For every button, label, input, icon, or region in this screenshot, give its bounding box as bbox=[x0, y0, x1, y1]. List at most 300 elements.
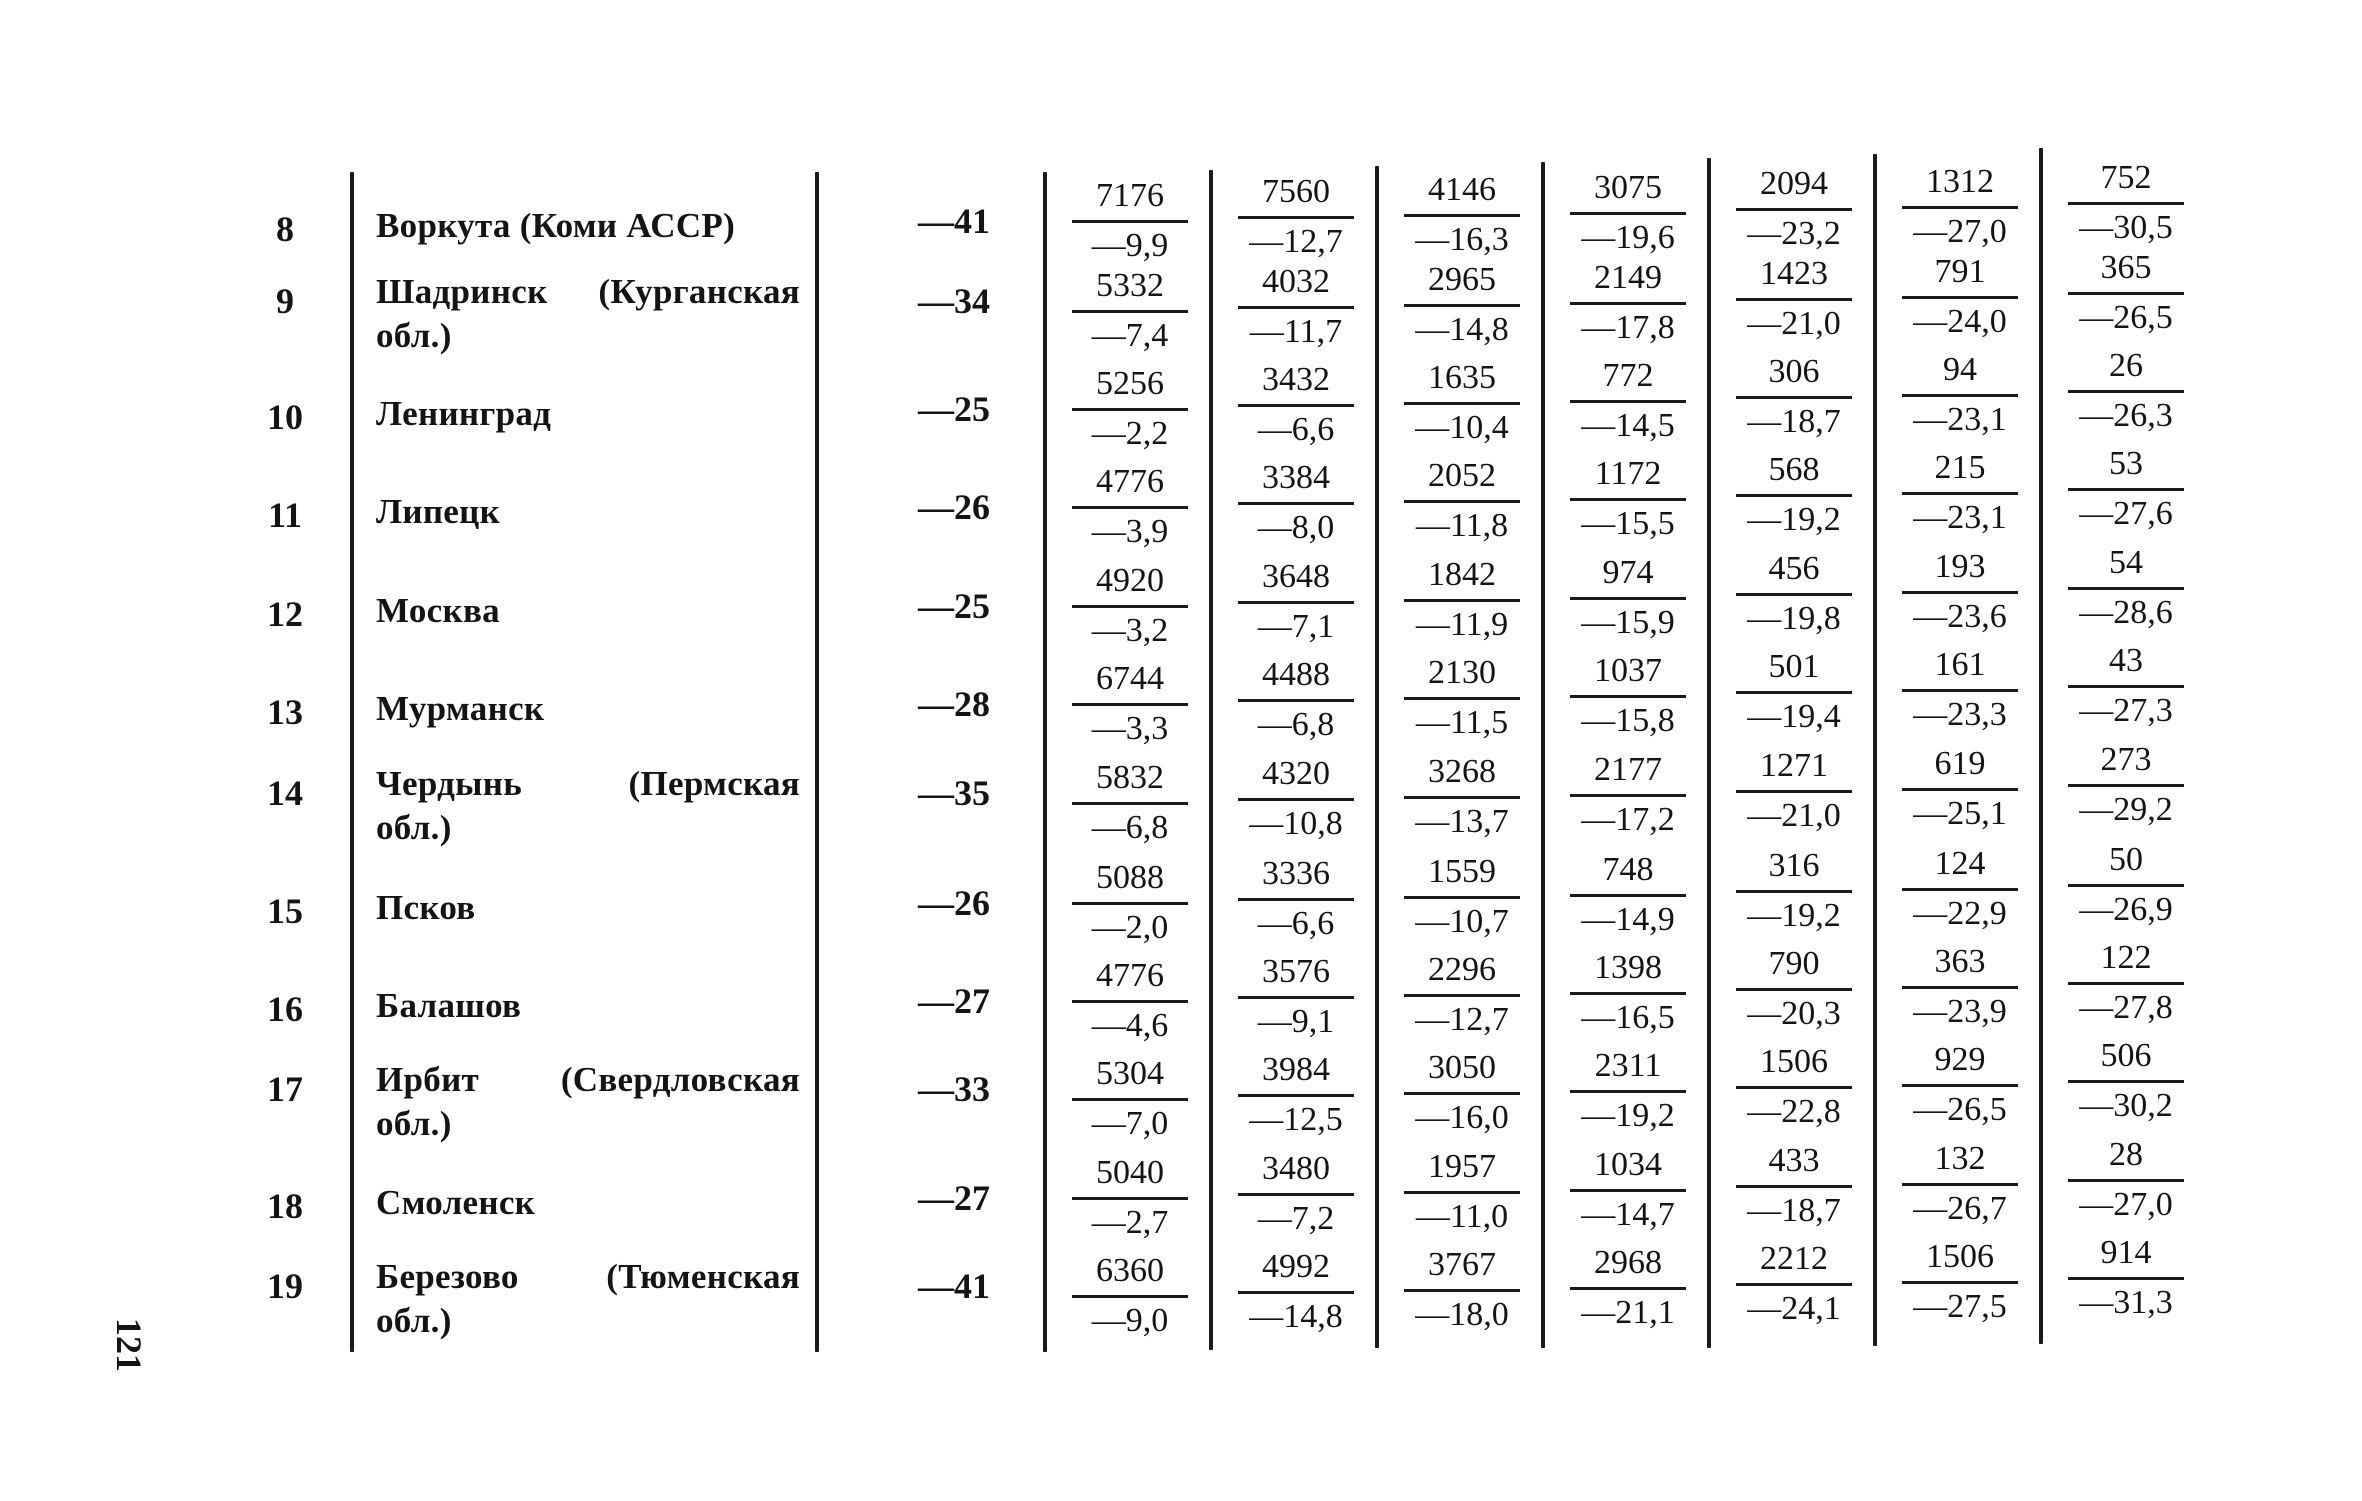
denominator-value: —7,4 bbox=[1091, 317, 1169, 354]
design-temperature: —41 bbox=[918, 1266, 990, 1306]
degree-day-cell bbox=[2064, 1233, 2188, 1323]
row-number: 11 bbox=[267, 495, 302, 535]
numerator-value: 2296 bbox=[1404, 950, 1520, 997]
denominator-value: —15,9 bbox=[1581, 604, 1675, 641]
denominator-value: —27,3 bbox=[2079, 692, 2173, 729]
degree-day-cell bbox=[2064, 1036, 2188, 1126]
degree-day-cell bbox=[1400, 1245, 1524, 1335]
numerator-value: 122 bbox=[2068, 938, 2184, 985]
denominator-value: —23,3 bbox=[1913, 696, 2007, 733]
row-number: 16 bbox=[267, 989, 303, 1029]
numerator-value: 94 bbox=[1902, 350, 2018, 397]
denominator-value: —29,2 bbox=[2079, 791, 2173, 828]
numerator-value: 929 bbox=[1902, 1040, 2018, 1087]
numerator-value: 2311 bbox=[1570, 1046, 1686, 1093]
station-name-line: Мурманск bbox=[376, 689, 545, 728]
row-number: 12 bbox=[267, 594, 303, 634]
numerator-value: 5088 bbox=[1072, 858, 1188, 905]
degree-day-cell bbox=[1732, 450, 1856, 540]
degree-day-cell bbox=[1732, 164, 1856, 254]
degree-day-cell bbox=[1400, 358, 1524, 448]
degree-day-cell bbox=[1732, 647, 1856, 737]
design-temperature: —41 bbox=[918, 201, 990, 241]
station-name-line: обл.) bbox=[376, 1104, 452, 1143]
numerator-value: 1312 bbox=[1902, 162, 2018, 209]
numerator-value: 4488 bbox=[1238, 655, 1354, 702]
degree-day-cell bbox=[1898, 1237, 2022, 1327]
row-number: 9 bbox=[276, 281, 294, 321]
numerator-value: 7176 bbox=[1072, 176, 1188, 223]
station-name bbox=[376, 687, 800, 731]
denominator-value: —11,7 bbox=[1249, 313, 1343, 350]
numerator-value: 914 bbox=[2068, 1233, 2184, 1280]
numerator-value: 1423 bbox=[1736, 254, 1852, 301]
denominator-value: —15,8 bbox=[1581, 702, 1675, 739]
denominator-value: —3,2 bbox=[1091, 612, 1169, 649]
row-number: 13 bbox=[267, 692, 303, 732]
design-temperature: —33 bbox=[918, 1069, 990, 1109]
degree-day-cell bbox=[1732, 1042, 1856, 1132]
station-name-line: Ирбит (Свердловская bbox=[376, 1060, 800, 1099]
denominator-value: —27,8 bbox=[2079, 989, 2173, 1026]
numerator-value: 772 bbox=[1570, 356, 1686, 403]
denominator-value: —13,7 bbox=[1415, 803, 1509, 840]
station-name bbox=[376, 984, 800, 1028]
numerator-value: 4146 bbox=[1404, 170, 1520, 217]
degree-day-cell bbox=[1898, 1040, 2022, 1130]
numerator-value: 5304 bbox=[1072, 1054, 1188, 1101]
denominator-value: —2,7 bbox=[1091, 1204, 1169, 1241]
denominator-value: —14,8 bbox=[1415, 311, 1509, 348]
design-temperature: —34 bbox=[918, 281, 990, 321]
design-temperature: —26 bbox=[918, 487, 990, 527]
degree-day-cell bbox=[1400, 170, 1524, 260]
numerator-value: 506 bbox=[2068, 1036, 2184, 1083]
denominator-value: —24,1 bbox=[1747, 1290, 1841, 1327]
denominator-value: —11,5 bbox=[1415, 704, 1509, 741]
numerator-value: 974 bbox=[1570, 553, 1686, 600]
station-name-line: обл.) bbox=[376, 808, 452, 847]
denominator-value: —23,9 bbox=[1913, 993, 2007, 1030]
numerator-value: 2149 bbox=[1570, 258, 1686, 305]
numerator-value: 1398 bbox=[1570, 948, 1686, 995]
numerator-value: 132 bbox=[1902, 1139, 2018, 1186]
degree-day-cell bbox=[2064, 248, 2188, 338]
degree-day-cell bbox=[1566, 1145, 1690, 1235]
degree-day-cell bbox=[2064, 158, 2188, 248]
station-name bbox=[376, 886, 800, 930]
table-row bbox=[0, 1234, 2362, 1347]
row-number: 19 bbox=[267, 1266, 303, 1306]
denominator-value: —6,8 bbox=[1257, 706, 1335, 743]
degree-day-cell bbox=[1898, 448, 2022, 538]
degree-day-cell bbox=[1732, 352, 1856, 442]
numerator-value: 6360 bbox=[1072, 1251, 1188, 1298]
denominator-value: —2,2 bbox=[1091, 415, 1169, 452]
denominator-value: —10,4 bbox=[1415, 409, 1509, 446]
denominator-value: —27,0 bbox=[1913, 213, 2007, 250]
degree-day-cell bbox=[1732, 746, 1856, 836]
degree-day-cell bbox=[1068, 659, 1192, 749]
denominator-value: —15,5 bbox=[1581, 505, 1675, 542]
degree-day-cell bbox=[1400, 456, 1524, 546]
denominator-value: —8,0 bbox=[1257, 509, 1335, 546]
station-name-line: Шадринск (Курганская bbox=[376, 272, 800, 311]
denominator-value: —24,0 bbox=[1913, 303, 2007, 340]
numerator-value: 2052 bbox=[1404, 456, 1520, 503]
table-row bbox=[0, 1037, 2362, 1150]
design-temperature: —27 bbox=[918, 1178, 990, 1218]
degree-day-cell bbox=[1234, 854, 1358, 944]
denominator-value: —19,4 bbox=[1747, 698, 1841, 735]
numerator-value: 3050 bbox=[1404, 1048, 1520, 1095]
denominator-value: —27,6 bbox=[2079, 495, 2173, 532]
station-name-line: Балашов bbox=[376, 986, 522, 1025]
degree-day-cell bbox=[1068, 364, 1192, 454]
station-name-line: Березово (Тюменская bbox=[376, 1257, 800, 1296]
numerator-value: 2094 bbox=[1736, 164, 1852, 211]
numerator-value: 1506 bbox=[1902, 1237, 2018, 1284]
numerator-value: 3767 bbox=[1404, 1245, 1520, 1292]
degree-day-cell bbox=[1400, 1147, 1524, 1237]
numerator-value: 4032 bbox=[1238, 262, 1354, 309]
denominator-value: —26,9 bbox=[2079, 891, 2173, 928]
denominator-value: —3,9 bbox=[1091, 513, 1169, 550]
numerator-value: 2212 bbox=[1736, 1239, 1852, 1286]
denominator-value: —18,0 bbox=[1415, 1296, 1509, 1333]
degree-day-cell bbox=[1732, 254, 1856, 344]
station-name bbox=[376, 1255, 800, 1343]
numerator-value: 2130 bbox=[1404, 653, 1520, 700]
numerator-value: 53 bbox=[2068, 444, 2184, 491]
numerator-value: 43 bbox=[2068, 641, 2184, 688]
denominator-value: —6,6 bbox=[1257, 905, 1335, 942]
numerator-value: 3576 bbox=[1238, 952, 1354, 999]
denominator-value: —27,5 bbox=[1913, 1288, 2007, 1325]
degree-day-cell bbox=[1068, 1251, 1192, 1341]
degree-day-cell bbox=[1898, 1139, 2022, 1229]
numerator-value: 5832 bbox=[1072, 758, 1188, 805]
degree-day-cell bbox=[1732, 944, 1856, 1034]
station-name bbox=[376, 392, 800, 436]
numerator-value: 4776 bbox=[1072, 956, 1188, 1003]
denominator-value: —14,7 bbox=[1581, 1196, 1675, 1233]
numerator-value: 1635 bbox=[1404, 358, 1520, 405]
degree-day-cell bbox=[1566, 1243, 1690, 1333]
row-number: 10 bbox=[267, 397, 303, 437]
degree-day-cell bbox=[1566, 454, 1690, 544]
degree-day-cell bbox=[1234, 952, 1358, 1042]
station-name bbox=[376, 1058, 800, 1146]
denominator-value: —21,1 bbox=[1581, 1294, 1675, 1331]
table-row bbox=[0, 939, 2362, 1052]
row-number: 8 bbox=[276, 209, 294, 249]
degree-day-cell bbox=[1068, 758, 1192, 848]
numerator-value: 1842 bbox=[1404, 555, 1520, 602]
design-temperature: —25 bbox=[918, 586, 990, 626]
numerator-value: 3984 bbox=[1238, 1050, 1354, 1097]
degree-day-cell bbox=[1234, 262, 1358, 352]
degree-day-cell bbox=[1400, 1048, 1524, 1138]
denominator-value: —14,9 bbox=[1581, 901, 1675, 938]
denominator-value: —14,5 bbox=[1581, 407, 1675, 444]
row-number: 17 bbox=[267, 1069, 303, 1109]
design-temperature: —28 bbox=[918, 684, 990, 724]
denominator-value: —22,9 bbox=[1913, 895, 2007, 932]
denominator-value: —19,2 bbox=[1747, 501, 1841, 538]
degree-day-cell bbox=[1400, 555, 1524, 645]
denominator-value: —27,0 bbox=[2079, 1186, 2173, 1223]
station-name bbox=[376, 1181, 800, 1225]
numerator-value: 363 bbox=[1902, 942, 2018, 989]
numerator-value: 748 bbox=[1570, 850, 1686, 897]
numerator-value: 28 bbox=[2068, 1135, 2184, 1182]
denominator-value: —17,2 bbox=[1581, 801, 1675, 838]
numerator-value: 3268 bbox=[1404, 752, 1520, 799]
degree-day-cell bbox=[2064, 1135, 2188, 1225]
denominator-value: —2,0 bbox=[1091, 909, 1169, 946]
degree-day-cell bbox=[1068, 266, 1192, 356]
degree-day-cell bbox=[1400, 852, 1524, 942]
numerator-value: 456 bbox=[1736, 549, 1852, 596]
degree-day-cell bbox=[1400, 950, 1524, 1040]
denominator-value: —11,0 bbox=[1415, 1198, 1509, 1235]
numerator-value: 5040 bbox=[1072, 1153, 1188, 1200]
degree-day-cell bbox=[1234, 754, 1358, 844]
degree-day-cell bbox=[1234, 172, 1358, 262]
numerator-value: 752 bbox=[2068, 158, 2184, 205]
denominator-value: —6,8 bbox=[1091, 809, 1169, 846]
numerator-value: 273 bbox=[2068, 740, 2184, 787]
denominator-value: —19,6 bbox=[1581, 219, 1675, 256]
degree-day-cell bbox=[1898, 645, 2022, 735]
degree-day-cell bbox=[1566, 258, 1690, 348]
degree-day-cell bbox=[1068, 956, 1192, 1046]
design-temperature: —25 bbox=[918, 389, 990, 429]
row-number: 14 bbox=[267, 773, 303, 813]
denominator-value: —12,5 bbox=[1249, 1101, 1343, 1138]
numerator-value: 50 bbox=[2068, 840, 2184, 887]
station-name-line: Чердынь (Пермская bbox=[376, 764, 800, 803]
denominator-value: —18,7 bbox=[1747, 1192, 1841, 1229]
degree-day-cell bbox=[2064, 543, 2188, 633]
degree-day-cell bbox=[1732, 1239, 1856, 1329]
degree-day-cell bbox=[1898, 744, 2022, 834]
denominator-value: —22,8 bbox=[1747, 1093, 1841, 1130]
denominator-value: —9,9 bbox=[1091, 227, 1169, 264]
station-name-line: Липецк bbox=[376, 492, 501, 531]
page-number: 121 bbox=[109, 1318, 149, 1372]
station-name bbox=[376, 270, 800, 358]
denominator-value: —23,1 bbox=[1913, 499, 2007, 536]
denominator-value: —6,6 bbox=[1257, 411, 1335, 448]
degree-day-cell bbox=[1566, 651, 1690, 741]
denominator-value: —25,1 bbox=[1913, 795, 2007, 832]
denominator-value: —9,1 bbox=[1257, 1003, 1335, 1040]
numerator-value: 3648 bbox=[1238, 557, 1354, 604]
denominator-value: —31,3 bbox=[2079, 1284, 2173, 1321]
denominator-value: —16,3 bbox=[1415, 221, 1509, 258]
station-name-line: Псков bbox=[376, 888, 476, 927]
denominator-value: —23,6 bbox=[1913, 598, 2007, 635]
denominator-value: —26,5 bbox=[1913, 1091, 2007, 1128]
degree-day-cell bbox=[1400, 260, 1524, 350]
degree-day-cell bbox=[1234, 1247, 1358, 1337]
degree-day-cell bbox=[1732, 1141, 1856, 1231]
denominator-value: —10,8 bbox=[1249, 805, 1343, 842]
numerator-value: 791 bbox=[1902, 252, 2018, 299]
numerator-value: 6744 bbox=[1072, 659, 1188, 706]
denominator-value: —7,1 bbox=[1257, 608, 1335, 645]
denominator-value: —16,0 bbox=[1415, 1099, 1509, 1136]
denominator-value: —18,7 bbox=[1747, 403, 1841, 440]
denominator-value: —26,5 bbox=[2079, 299, 2173, 336]
table-row bbox=[0, 445, 2362, 558]
degree-day-cell bbox=[1898, 350, 2022, 440]
table-row bbox=[0, 741, 2362, 854]
degree-day-cell bbox=[1566, 356, 1690, 446]
numerator-value: 1506 bbox=[1736, 1042, 1852, 1089]
station-name-line: обл.) bbox=[376, 1301, 452, 1340]
degree-day-cell bbox=[1400, 653, 1524, 743]
denominator-value: —19,8 bbox=[1747, 600, 1841, 637]
station-name-line: Смоленск bbox=[376, 1183, 536, 1222]
denominator-value: —17,8 bbox=[1581, 309, 1675, 346]
degree-day-cell bbox=[2064, 641, 2188, 731]
numerator-value: 1957 bbox=[1404, 1147, 1520, 1194]
numerator-value: 4920 bbox=[1072, 561, 1188, 608]
denominator-value: —23,1 bbox=[1913, 401, 2007, 438]
numerator-value: 5332 bbox=[1072, 266, 1188, 313]
denominator-value: —3,3 bbox=[1091, 710, 1169, 747]
degree-day-cell bbox=[1566, 168, 1690, 258]
station-name bbox=[376, 204, 800, 248]
denominator-value: —26,7 bbox=[1913, 1190, 2007, 1227]
numerator-value: 5256 bbox=[1072, 364, 1188, 411]
denominator-value: —23,2 bbox=[1747, 215, 1841, 252]
design-temperature: —27 bbox=[918, 981, 990, 1021]
table-row bbox=[0, 642, 2362, 755]
numerator-value: 4992 bbox=[1238, 1247, 1354, 1294]
degree-day-cell bbox=[1898, 942, 2022, 1032]
numerator-value: 7560 bbox=[1238, 172, 1354, 219]
degree-day-cell bbox=[1068, 462, 1192, 552]
denominator-value: —21,0 bbox=[1747, 797, 1841, 834]
degree-day-cell bbox=[1234, 1149, 1358, 1239]
numerator-value: 619 bbox=[1902, 744, 2018, 791]
denominator-value: —30,5 bbox=[2079, 209, 2173, 246]
numerator-value: 193 bbox=[1902, 547, 2018, 594]
numerator-value: 568 bbox=[1736, 450, 1852, 497]
design-temperature: —35 bbox=[918, 773, 990, 813]
degree-day-cell bbox=[1732, 549, 1856, 639]
denominator-value: —12,7 bbox=[1415, 1001, 1509, 1038]
degree-day-cell bbox=[1566, 750, 1690, 840]
numerator-value: 2968 bbox=[1570, 1243, 1686, 1290]
degree-day-cell bbox=[1566, 850, 1690, 940]
numerator-value: 26 bbox=[2068, 346, 2184, 393]
numerator-value: 790 bbox=[1736, 944, 1852, 991]
denominator-value: —10,7 bbox=[1415, 903, 1509, 940]
degree-day-cell bbox=[1234, 360, 1358, 450]
numerator-value: 1037 bbox=[1570, 651, 1686, 698]
station-name-line: Ленинград bbox=[376, 394, 552, 433]
denominator-value: —11,8 bbox=[1415, 507, 1509, 544]
denominator-value: —21,0 bbox=[1747, 305, 1841, 342]
numerator-value: 161 bbox=[1902, 645, 2018, 692]
denominator-value: —19,2 bbox=[1747, 897, 1841, 934]
degree-day-cell bbox=[1068, 561, 1192, 651]
denominator-value: —14,8 bbox=[1249, 1298, 1343, 1335]
denominator-value: —7,0 bbox=[1091, 1105, 1169, 1142]
table-row bbox=[0, 347, 2362, 460]
denominator-value: —4,6 bbox=[1091, 1007, 1169, 1044]
numerator-value: 2965 bbox=[1404, 260, 1520, 307]
station-name bbox=[376, 490, 800, 534]
denominator-value: —26,3 bbox=[2079, 397, 2173, 434]
table-row bbox=[0, 841, 2362, 954]
numerator-value: 3432 bbox=[1238, 360, 1354, 407]
degree-day-cell bbox=[1898, 844, 2022, 934]
row-number: 15 bbox=[267, 891, 303, 931]
numerator-value: 365 bbox=[2068, 248, 2184, 295]
denominator-value: —20,3 bbox=[1747, 995, 1841, 1032]
degree-day-cell bbox=[1898, 162, 2022, 252]
degree-day-cell bbox=[1068, 1153, 1192, 1243]
table-row bbox=[0, 1136, 2362, 1249]
degree-day-cell bbox=[1566, 1046, 1690, 1136]
station-name-line: обл.) bbox=[376, 316, 452, 355]
table-row bbox=[0, 544, 2362, 657]
station-name bbox=[376, 589, 800, 633]
station-name bbox=[376, 762, 800, 850]
degree-day-cell bbox=[2064, 840, 2188, 930]
denominator-value: —11,9 bbox=[1415, 606, 1509, 643]
design-temperature: —26 bbox=[918, 883, 990, 923]
numerator-value: 501 bbox=[1736, 647, 1852, 694]
degree-day-cell bbox=[1068, 176, 1192, 266]
denominator-value: —19,2 bbox=[1581, 1097, 1675, 1134]
degree-day-cell bbox=[1234, 557, 1358, 647]
degree-day-cell bbox=[2064, 346, 2188, 436]
station-name-line: Воркута (Коми АССР) bbox=[376, 206, 736, 245]
station-name-line: Москва bbox=[376, 591, 500, 630]
numerator-value: 316 bbox=[1736, 846, 1852, 893]
denominator-value: —28,6 bbox=[2079, 594, 2173, 631]
numerator-value: 1034 bbox=[1570, 1145, 1686, 1192]
numerator-value: 4776 bbox=[1072, 462, 1188, 509]
degree-day-cell bbox=[1566, 948, 1690, 1038]
numerator-value: 1271 bbox=[1736, 746, 1852, 793]
degree-day-cell bbox=[1068, 858, 1192, 948]
degree-day-cell bbox=[1234, 1050, 1358, 1140]
numerator-value: 124 bbox=[1902, 844, 2018, 891]
degree-day-cell bbox=[1234, 458, 1358, 548]
degree-day-cell bbox=[2064, 444, 2188, 534]
degree-day-cell bbox=[2064, 938, 2188, 1028]
degree-day-cell bbox=[1566, 553, 1690, 643]
denominator-value: —16,5 bbox=[1581, 999, 1675, 1036]
degree-day-cell bbox=[1068, 1054, 1192, 1144]
numerator-value: 1559 bbox=[1404, 852, 1520, 899]
numerator-value: 3336 bbox=[1238, 854, 1354, 901]
numerator-value: 3075 bbox=[1570, 168, 1686, 215]
numerator-value: 54 bbox=[2068, 543, 2184, 590]
denominator-value: —7,2 bbox=[1257, 1200, 1335, 1237]
degree-day-cell bbox=[1732, 846, 1856, 936]
numerator-value: 306 bbox=[1736, 352, 1852, 399]
numerator-value: 215 bbox=[1902, 448, 2018, 495]
